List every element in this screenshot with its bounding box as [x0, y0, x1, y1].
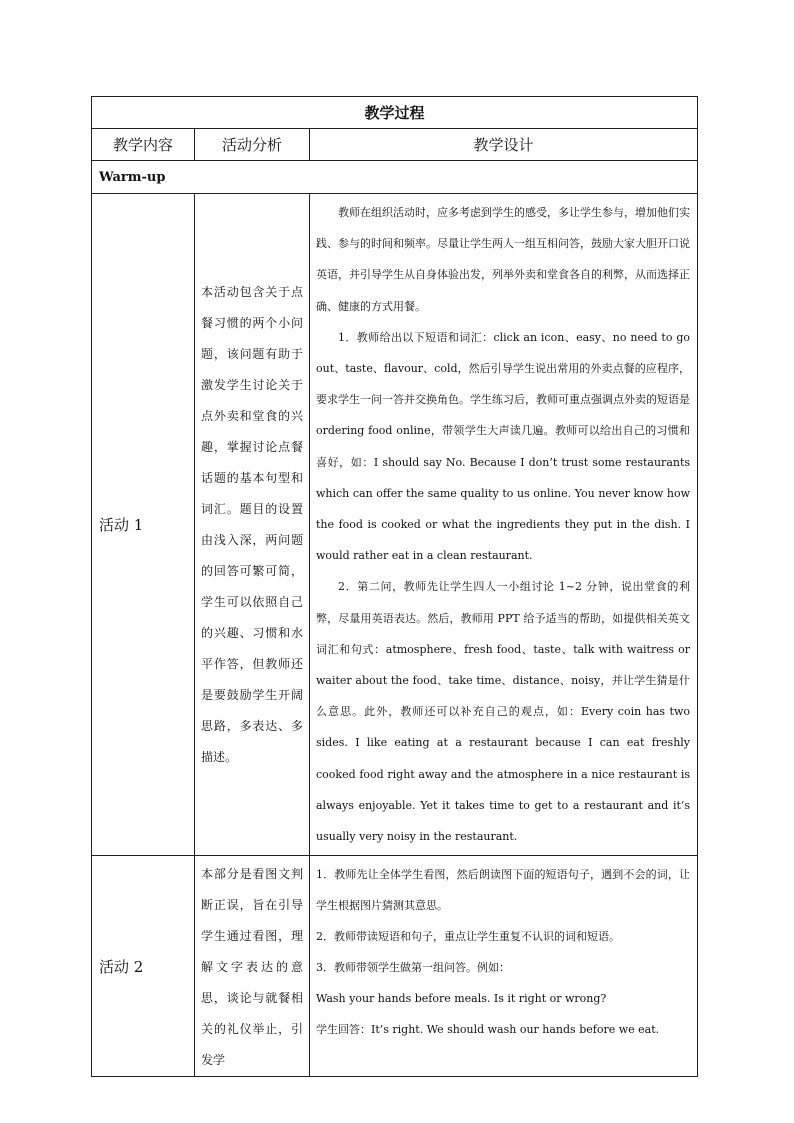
section-warm-up: Warm-up: [92, 161, 698, 194]
header-analysis: 活动分析: [195, 129, 310, 161]
table-row: [92, 856, 698, 1077]
activity-2-design-line: 1．教师先让全体学生看图，然后朗读图下面的短语句子，遇到不会的词，让学生根据图片猜测其意思。: [316, 868, 691, 913]
activity-1-analysis: 本活动包含关于点餐习惯的两个小问题，该问题有助于激发学生讨论关于点外卖和堂食的兴趣，掌握讨论点餐话题的基本句型和词汇。题目的设置由浅入深，两问题的回答可繁可简，学生可以依照自己的兴趣、习惯和水平作答，但教师还是要鼓励学生开阔思路，多表达、多描述。: [195, 194, 310, 856]
teaching-process-table: [91, 96, 698, 1077]
activity-2-design-line: 2．教师带读短语和句子，重点让学生重复不认识的词和短语。: [316, 930, 620, 944]
activity-2-design-line: 3．教师带领学生做第一组问答。例如：: [316, 961, 510, 975]
activity-1-design-paragraph: 2．第二问，教师先让学生四人一小组讨论 1~2 分钟，说出堂食的利弊，尽量用英语表达。然后，教师用 PPT 给予适当的帮助，如提供相关英文词汇和句式：atmosphere、fresh food、taste、talk with waitress or waiter about the food、take time、distance、noisy，并让学生猜是什么意思。此外，教师还可以补充自己的观点，如：Every coin has two sides. I like eating at a restaurant because I can eat freshly cooked food right away and the atmosphere in a nice restaurant is always enjoyable. Yet it takes time to get to a restaurant and it’s usually very noisy in the restaurant.: [316, 580, 691, 844]
activity-2-design: [310, 856, 698, 1077]
activity-1-design: [310, 194, 698, 856]
table-title: 教学过程: [92, 97, 698, 129]
activity-1-name: 活动 1: [92, 194, 195, 856]
header-content: 教学内容: [92, 129, 195, 161]
table-row: [92, 194, 698, 856]
activity-2-name: 活动 2: [92, 856, 195, 1077]
activity-2-design-line: 学生回答：It’s right. We should wash our hands before we eat.: [316, 1023, 660, 1037]
activity-1-design-paragraph: 教师在组织活动时，应多考虑到学生的感受，多让学生参与，增加他们实践、参与的时间和频率。尽量让学生两人一组互相问答，鼓励大家大胆开口说英语，并引导学生从自身体验出发，列举外卖和堂食各自的利弊，从而选择正确、健康的方式用餐。: [316, 206, 691, 313]
activity-1-design-paragraph: 1．教师给出以下短语和词汇：click an icon、easy、no need to go out、taste、flavour、cold，然后引导学生说出常用的外卖点餐的应程序，要求学生一问一答并交换角色。学生练习后，教师可重点强调点外卖的短语是 ordering food online，带领学生大声读几遍。教师可以给出自己的习惯和喜好，如：I should say No. Because I don’t trust some restaurants which can offer the same quality to us online. You never know how the food is cooked or what the ingredients they put in the dish. I would rather eat in a clean restaurant.: [316, 330, 691, 563]
activity-2-analysis: 本部分是看图文判断正误，旨在引导学生通过看图，理解文字表达的意思，谈论与就餐相关的礼仪举止，引发学: [195, 856, 310, 1077]
header-design: 教学设计: [310, 129, 698, 161]
activity-2-design-line: Wash your hands before meals. Is it right or wrong?: [316, 992, 607, 1006]
